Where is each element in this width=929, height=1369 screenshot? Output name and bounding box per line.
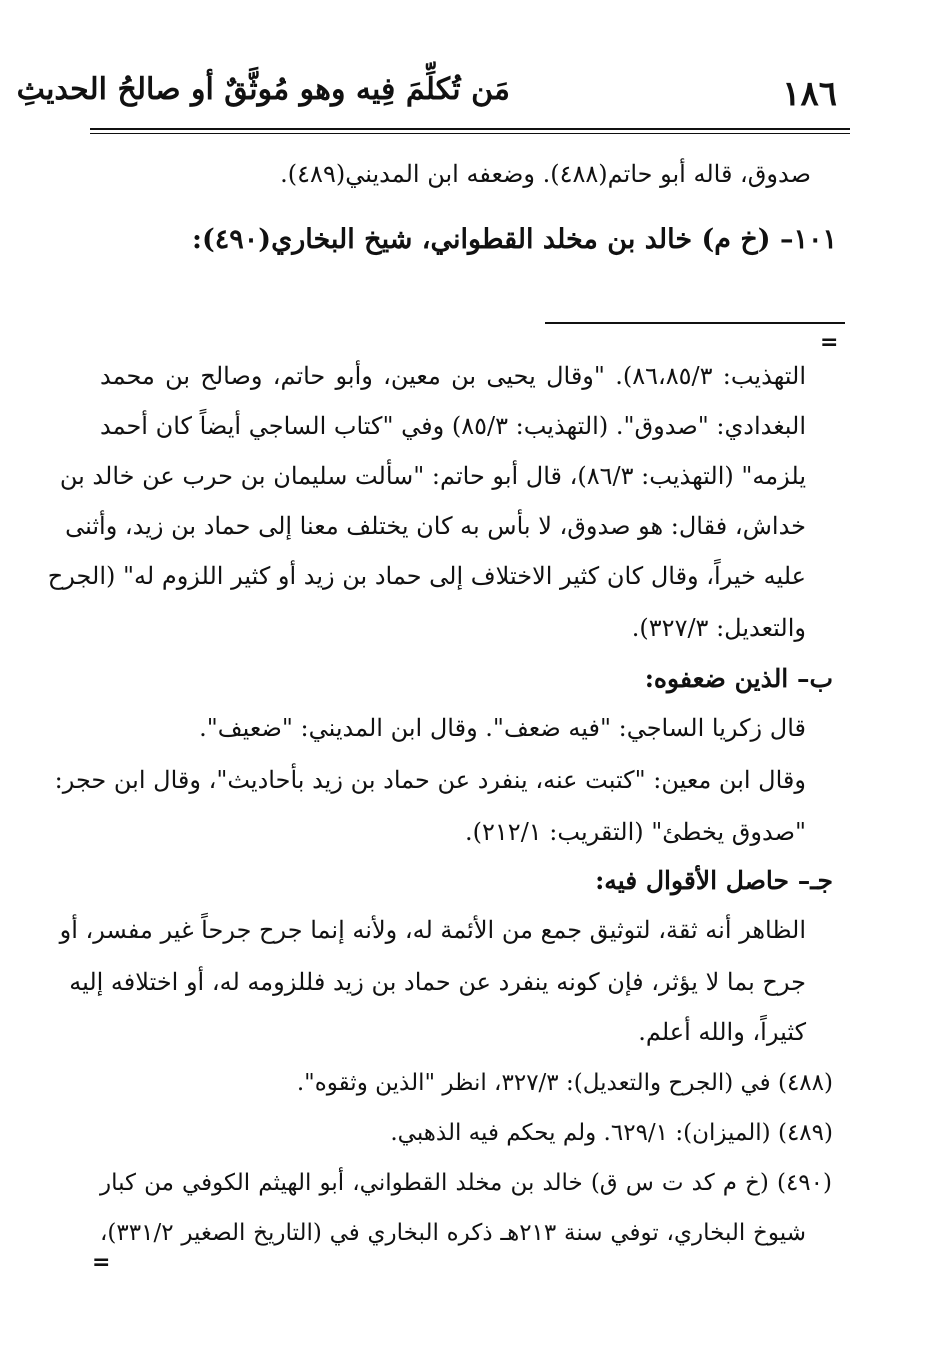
entry-heading: ١٠١– (خ م) خالد بن مخلد القطواني، شيخ البخاري(٤٩٠): xyxy=(192,224,837,255)
body-line-1: صدوق، قاله أبو حاتم(٤٨٨). وضعفه ابن المديني(٤٨٩). xyxy=(280,160,811,188)
fn-cont-line-6: والتعديل: ٣٢٧/٣). xyxy=(631,614,806,642)
fn-cont-line-3: يلزمه" (التهذيب: ٨٦/٣)، قال أبو حاتم: "سألت سليمان بن حرب عن خالد بن xyxy=(59,462,806,490)
footnote-490-line-1: (٤٩٠) (خ م كد ت س ق) خالد بن مخلد القطواني، أبو الهيثم الكوفي من كبار xyxy=(100,1170,832,1196)
footnote-490-line-2: شيوخ البخاري، توفي سنة ٢١٣هـ ذكره البخاري في (التاريخ الصغير ٣٣١/٢)، xyxy=(100,1220,806,1246)
header-rule xyxy=(90,128,850,130)
section-b-heading: ب– الذين ضعفوه: xyxy=(644,664,833,693)
footnote-489: (٤٨٩) (الميزان): ٦٢٩/١. ولم يحكم فيه الذهبي. xyxy=(390,1120,833,1146)
continuation-mark-top: = xyxy=(820,330,839,355)
section-c-line-2: جرح بما لا يؤثر، فإن كونه ينفرد عن حماد بن زيد فللزومه له، أو اختلافه إليه xyxy=(69,968,806,996)
page-number: ١٨٦ xyxy=(782,74,837,114)
footnote-488: (٤٨٨) في (الجرح والتعديل): ٣٢٧/٣، انظر "الذين وثقوه". xyxy=(296,1070,833,1096)
section-b-line-1: قال زكريا الساجي: "فيه ضعف". وقال ابن المديني: "ضعيف". xyxy=(199,714,806,742)
section-c-line-1: الظاهر أنه ثقة، لتوثيق جمع من الأئمة له، ولأنه إنما جرح جرحاً غير مفسر، أو xyxy=(59,916,806,944)
continuation-mark-bottom: = xyxy=(92,1250,111,1275)
section-b-line-2: وقال ابن معين: "كتبت عنه، ينفرد عن حماد بن زيد بأحاديث"، وقال ابن حجر: xyxy=(54,766,806,794)
section-b-line-3: "صدوق يخطئ" (التقريب: ٢١٢/١). xyxy=(465,818,806,846)
header-rule-thin xyxy=(90,133,850,134)
footnote-separator xyxy=(545,322,845,324)
fn-cont-line-1: التهذيب: ٨٦،٨٥/٣). "وقال يحيى بن معين، وأبو حاتم، وصالح بن محمد xyxy=(100,362,806,390)
fn-cont-line-4: خداش، فقال: هو صدوق، لا بأس به كان يختلف معنا إلى حماد بن زيد، وأثنى xyxy=(65,512,806,540)
running-header-title: مَن تُكلِّمَ فِيه وهو مُوثَّقٌ أو صالحُ الحديثِ xyxy=(16,72,510,107)
section-c-line-3: كثيراً، والله أعلم. xyxy=(638,1018,806,1046)
fn-cont-line-2: البغدادي: "صدوق". (التهذيب: ٨٥/٣) وفي "كتاب الساجي أيضاً كان أحمد xyxy=(100,412,807,440)
fn-cont-line-5: عليه خيراً، وقال كان كثير الاختلاف إلى حماد بن زيد أو كثير اللزوم له" (الجرح xyxy=(47,562,806,590)
section-c-heading: جـ– حاصل الأقوال فيه: xyxy=(595,866,833,895)
